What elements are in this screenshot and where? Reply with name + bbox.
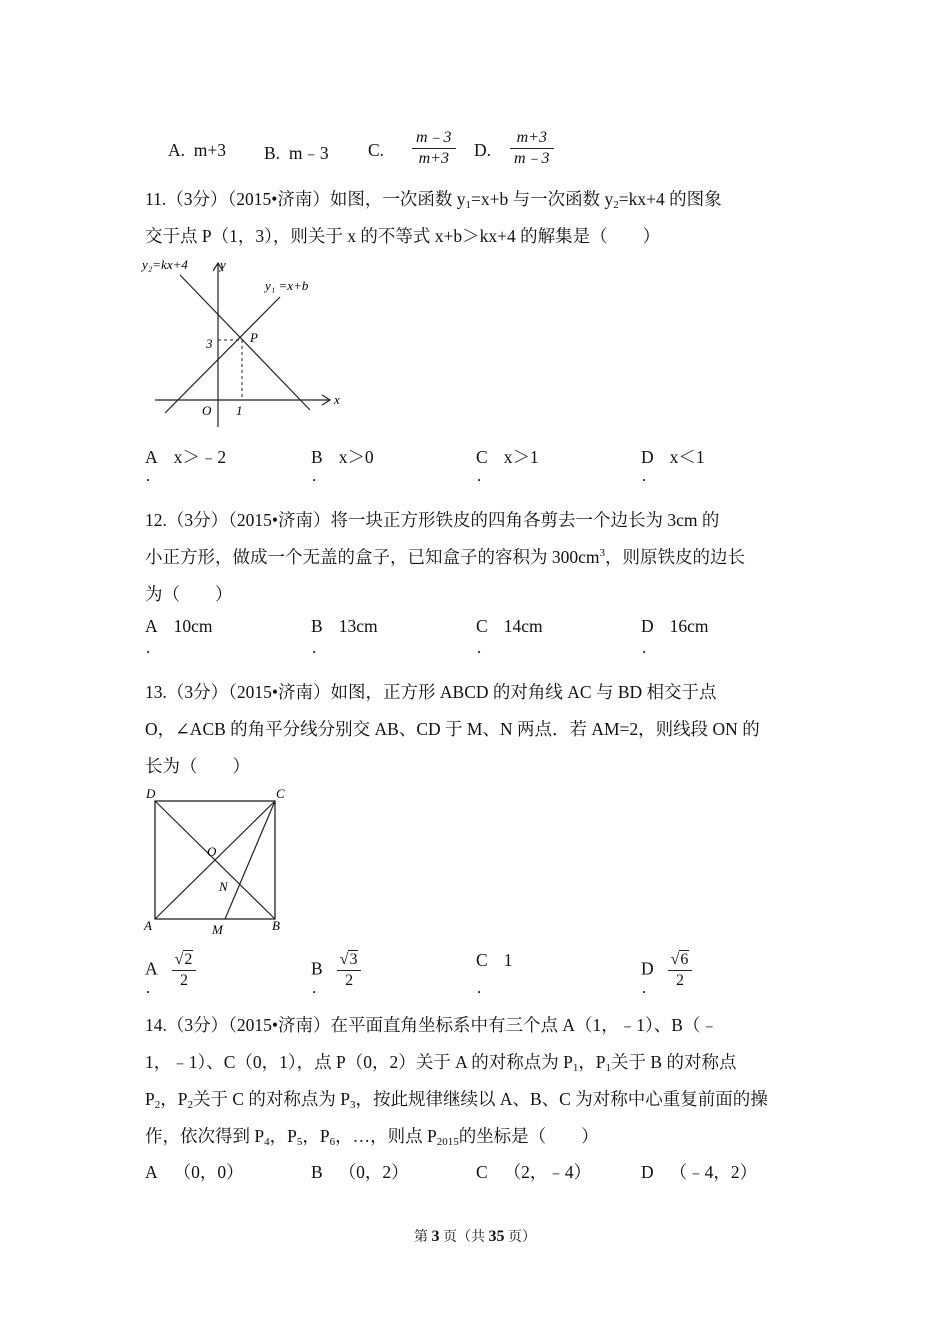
page-footer: 第 3 页（共 35 页） — [414, 1228, 536, 1245]
q13-line-3: 长为（ ） — [145, 756, 250, 776]
label-m: M — [212, 922, 223, 937]
q10-option-b: B. m﹣3 — [264, 143, 329, 163]
q11-options — [145, 444, 825, 492]
q11-line-2: 交于点 P（1，3），则关于 x 的不等式 x+b＞kx+4 的解集是（ ） — [145, 226, 661, 246]
q12-option-c[interactable]: C 14cm . — [476, 616, 543, 657]
label-b: B — [272, 918, 280, 933]
q11-option-c[interactable]: C x＞1 . — [476, 447, 539, 485]
label-n: N — [219, 879, 228, 894]
q10-option-c-label: C. — [368, 140, 385, 160]
q13-option-b[interactable]: B $\frac{√3}{2}$ . — [311, 950, 361, 991]
tick-1: 1 — [236, 403, 243, 418]
q13-options — [145, 946, 825, 998]
q14-option-a[interactable]: A （0，0） — [145, 1162, 244, 1182]
p-label: P — [250, 330, 258, 345]
q12-line-3: 为（ ） — [145, 584, 233, 604]
q13-line-1: 13.（3分）（2015•济南）如图，正方形 ABCD 的对角线 AC 与 BD 相交于点 — [145, 682, 717, 702]
line-y1 — [165, 297, 280, 413]
tick-3: 3 — [206, 336, 213, 351]
q12-option-d[interactable]: D 16cm . — [641, 616, 709, 657]
q13-line-2: O，∠ACB 的角平分线分别交 AB、CD 于 M、N 两点．若 AM=2，则线段 ON 的 — [145, 719, 760, 739]
q11-option-b[interactable]: B x＞0 . — [311, 447, 374, 485]
q14-option-d[interactable]: D （﹣4，2） — [641, 1162, 758, 1182]
q14-options — [145, 1159, 825, 1189]
q14-line-3: $P_2$，$P_2$关于 C 的对称点为 $P_3$，按此规律继续以 A、B、C 为对称中心重复前面的操 — [145, 1089, 768, 1111]
q14-option-c[interactable]: C （2，﹣4） — [476, 1162, 592, 1182]
y2-label: y₂=kx+4 — [142, 257, 188, 272]
q13-option-c[interactable]: C 1 . — [476, 950, 513, 997]
label-a: A — [144, 918, 152, 933]
q13-option-d[interactable]: D $\frac{√6}{2}$ . — [641, 950, 692, 991]
q12-option-b[interactable]: B 13cm . — [311, 616, 378, 657]
label-c: C — [276, 786, 285, 801]
q12-options — [145, 616, 825, 664]
q14-line-4: 作，依次得到 $P_4$，$P_5$，$P_6$，…，则点 $P_{2015}$的坐标是（ ） — [145, 1126, 599, 1148]
line-y2 — [180, 275, 310, 410]
q11-graph — [140, 255, 350, 435]
q12-line-1: 12.（3分）（2015•济南）将一块正方形铁皮的四角各剪去一个边长为 3cm 的 — [145, 510, 720, 530]
q10-option-c-fraction: $\frac{m﹣3}{m+3}$ — [412, 128, 456, 169]
y1-label: y₁ =x+b — [265, 278, 309, 293]
q10-options — [168, 128, 588, 176]
label-o: O — [207, 844, 217, 859]
q11-option-d[interactable]: D x＜1 . — [641, 447, 705, 485]
bisector-cm — [225, 801, 275, 919]
q14-line-1: 14.（3分）（2015•济南）在平面直角坐标系中有三个点 A（1，﹣1）、B（﹣ — [145, 1015, 718, 1035]
x-axis-label: x — [334, 392, 340, 407]
q12-line-2: 小正方形，做成一个无盖的盒子，已知盒子的容积为 $300cm^3$，则原铁皮的边长 — [145, 547, 746, 567]
origin-label: O — [202, 403, 212, 418]
q12-option-a[interactable]: A 10cm . — [145, 616, 213, 657]
q11-option-a[interactable]: A x＞﹣2 . — [145, 447, 227, 485]
q10-option-a: A. m+3 — [168, 140, 226, 160]
q10-option-d-fraction: $\frac{m+3}{m﹣3}$ — [510, 128, 554, 169]
q13-figure — [140, 784, 300, 940]
y-axis-label: y — [220, 257, 226, 272]
q11-line-1: 11.（3分）（2015•济南）如图，一次函数 $y_1=x+b$ 与一次函数 $y_2=kx+4$ 的图象 — [145, 189, 722, 211]
q14-option-b[interactable]: B （0，2） — [311, 1162, 409, 1182]
label-d: D — [146, 786, 156, 801]
q14-line-2: 1，﹣1）、C（0，1），点 P（0，2）关于 A 的对称点为 $P_1$，$P_1$关于 B 的对称点 — [145, 1052, 737, 1074]
q13-option-a[interactable]: A $\frac{√2}{2}$ . — [145, 950, 196, 991]
q10-option-d-label: D. — [474, 140, 492, 160]
